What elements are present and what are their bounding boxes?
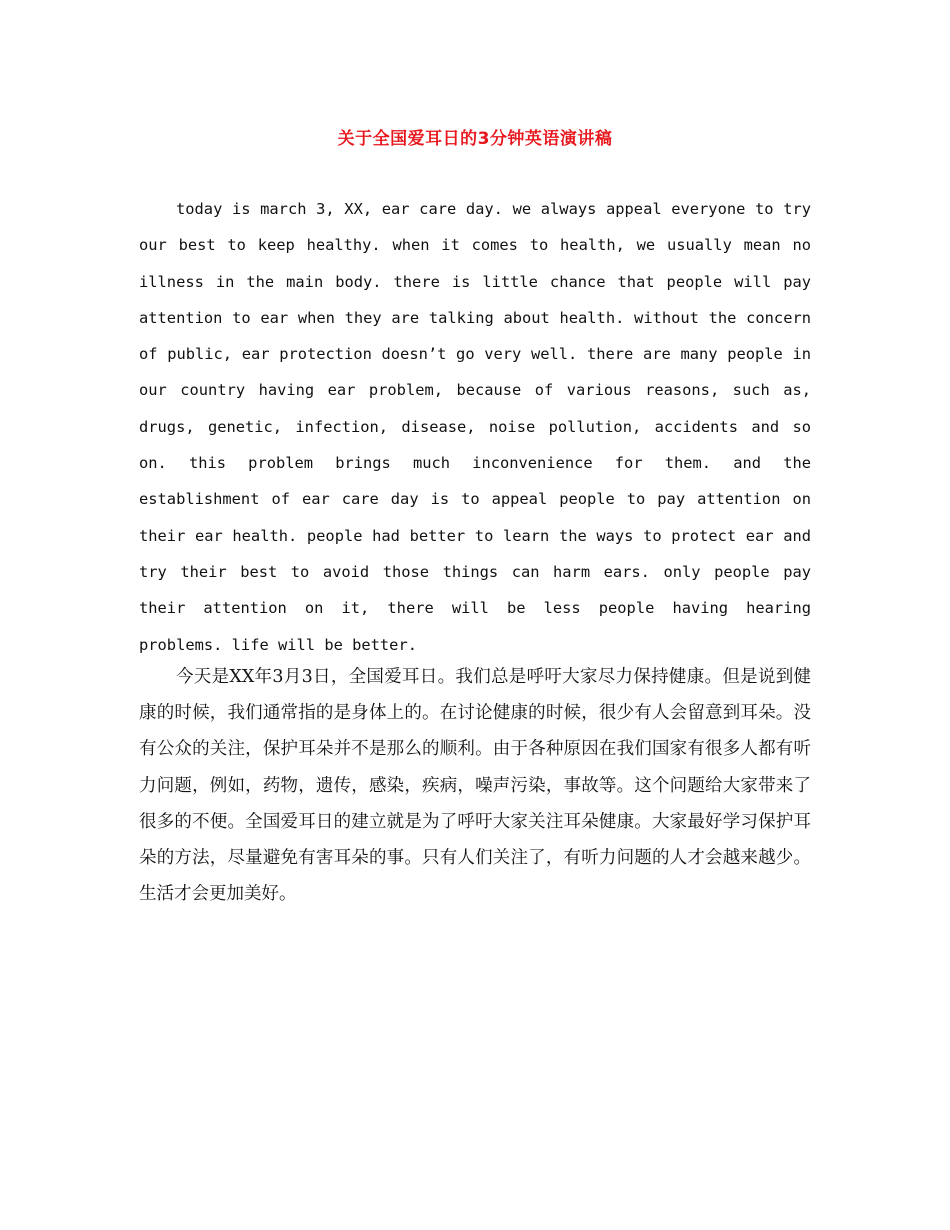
document-title: 关于全国爱耳日的3分钟英语演讲稿 <box>337 129 613 149</box>
chinese-paragraph: 今天是XX年3月3日，全国爱耳日。我们总是呼吁大家尽力保持健康。但是说到健康的时候，我们通常指的是身体上的。在讨论健康的时候，很少有人会留意到耳朵。没有公众的关注，保护耳朵并不是那么的顺利。由于各种原因在我们国家有很多人都有听力问题，例如，药物，遗传，感染，疾病，噪声污染，事故等。这个问题给大家带来了很多的不便。全国爱耳日的建立就是为了呼吁大家关注耳朵健康。大家最好学习保护耳朵的方法，尽量避免有害耳朵的事。只有人们关注了，有听力问题的人才会越来越少。生活才会更加美好。 <box>139 667 811 905</box>
english-paragraph: today is march 3, XX, ear care day. we always appeal everyone to try our best to keep healthy. when it comes to health, we usually mean no illness in the main body. there is little chance that people will pay attention to ear when they are talking about health. without the concern of public, ear protection doesn’t go very well. there are many people in our country having ear problem, because of various reasons, such as, drugs, genetic, infection, disease, noise pollution, accidents and so on. this problem brings much inconvenience for them. and the establishment of ear care day is to appeal people to pay attention on their ear health. people had better to learn the ways to protect ear and try their best to avoid those things can harm ears. only people pay their attention on it, there will be less people having hearing problems. life will be better. <box>139 200 811 654</box>
